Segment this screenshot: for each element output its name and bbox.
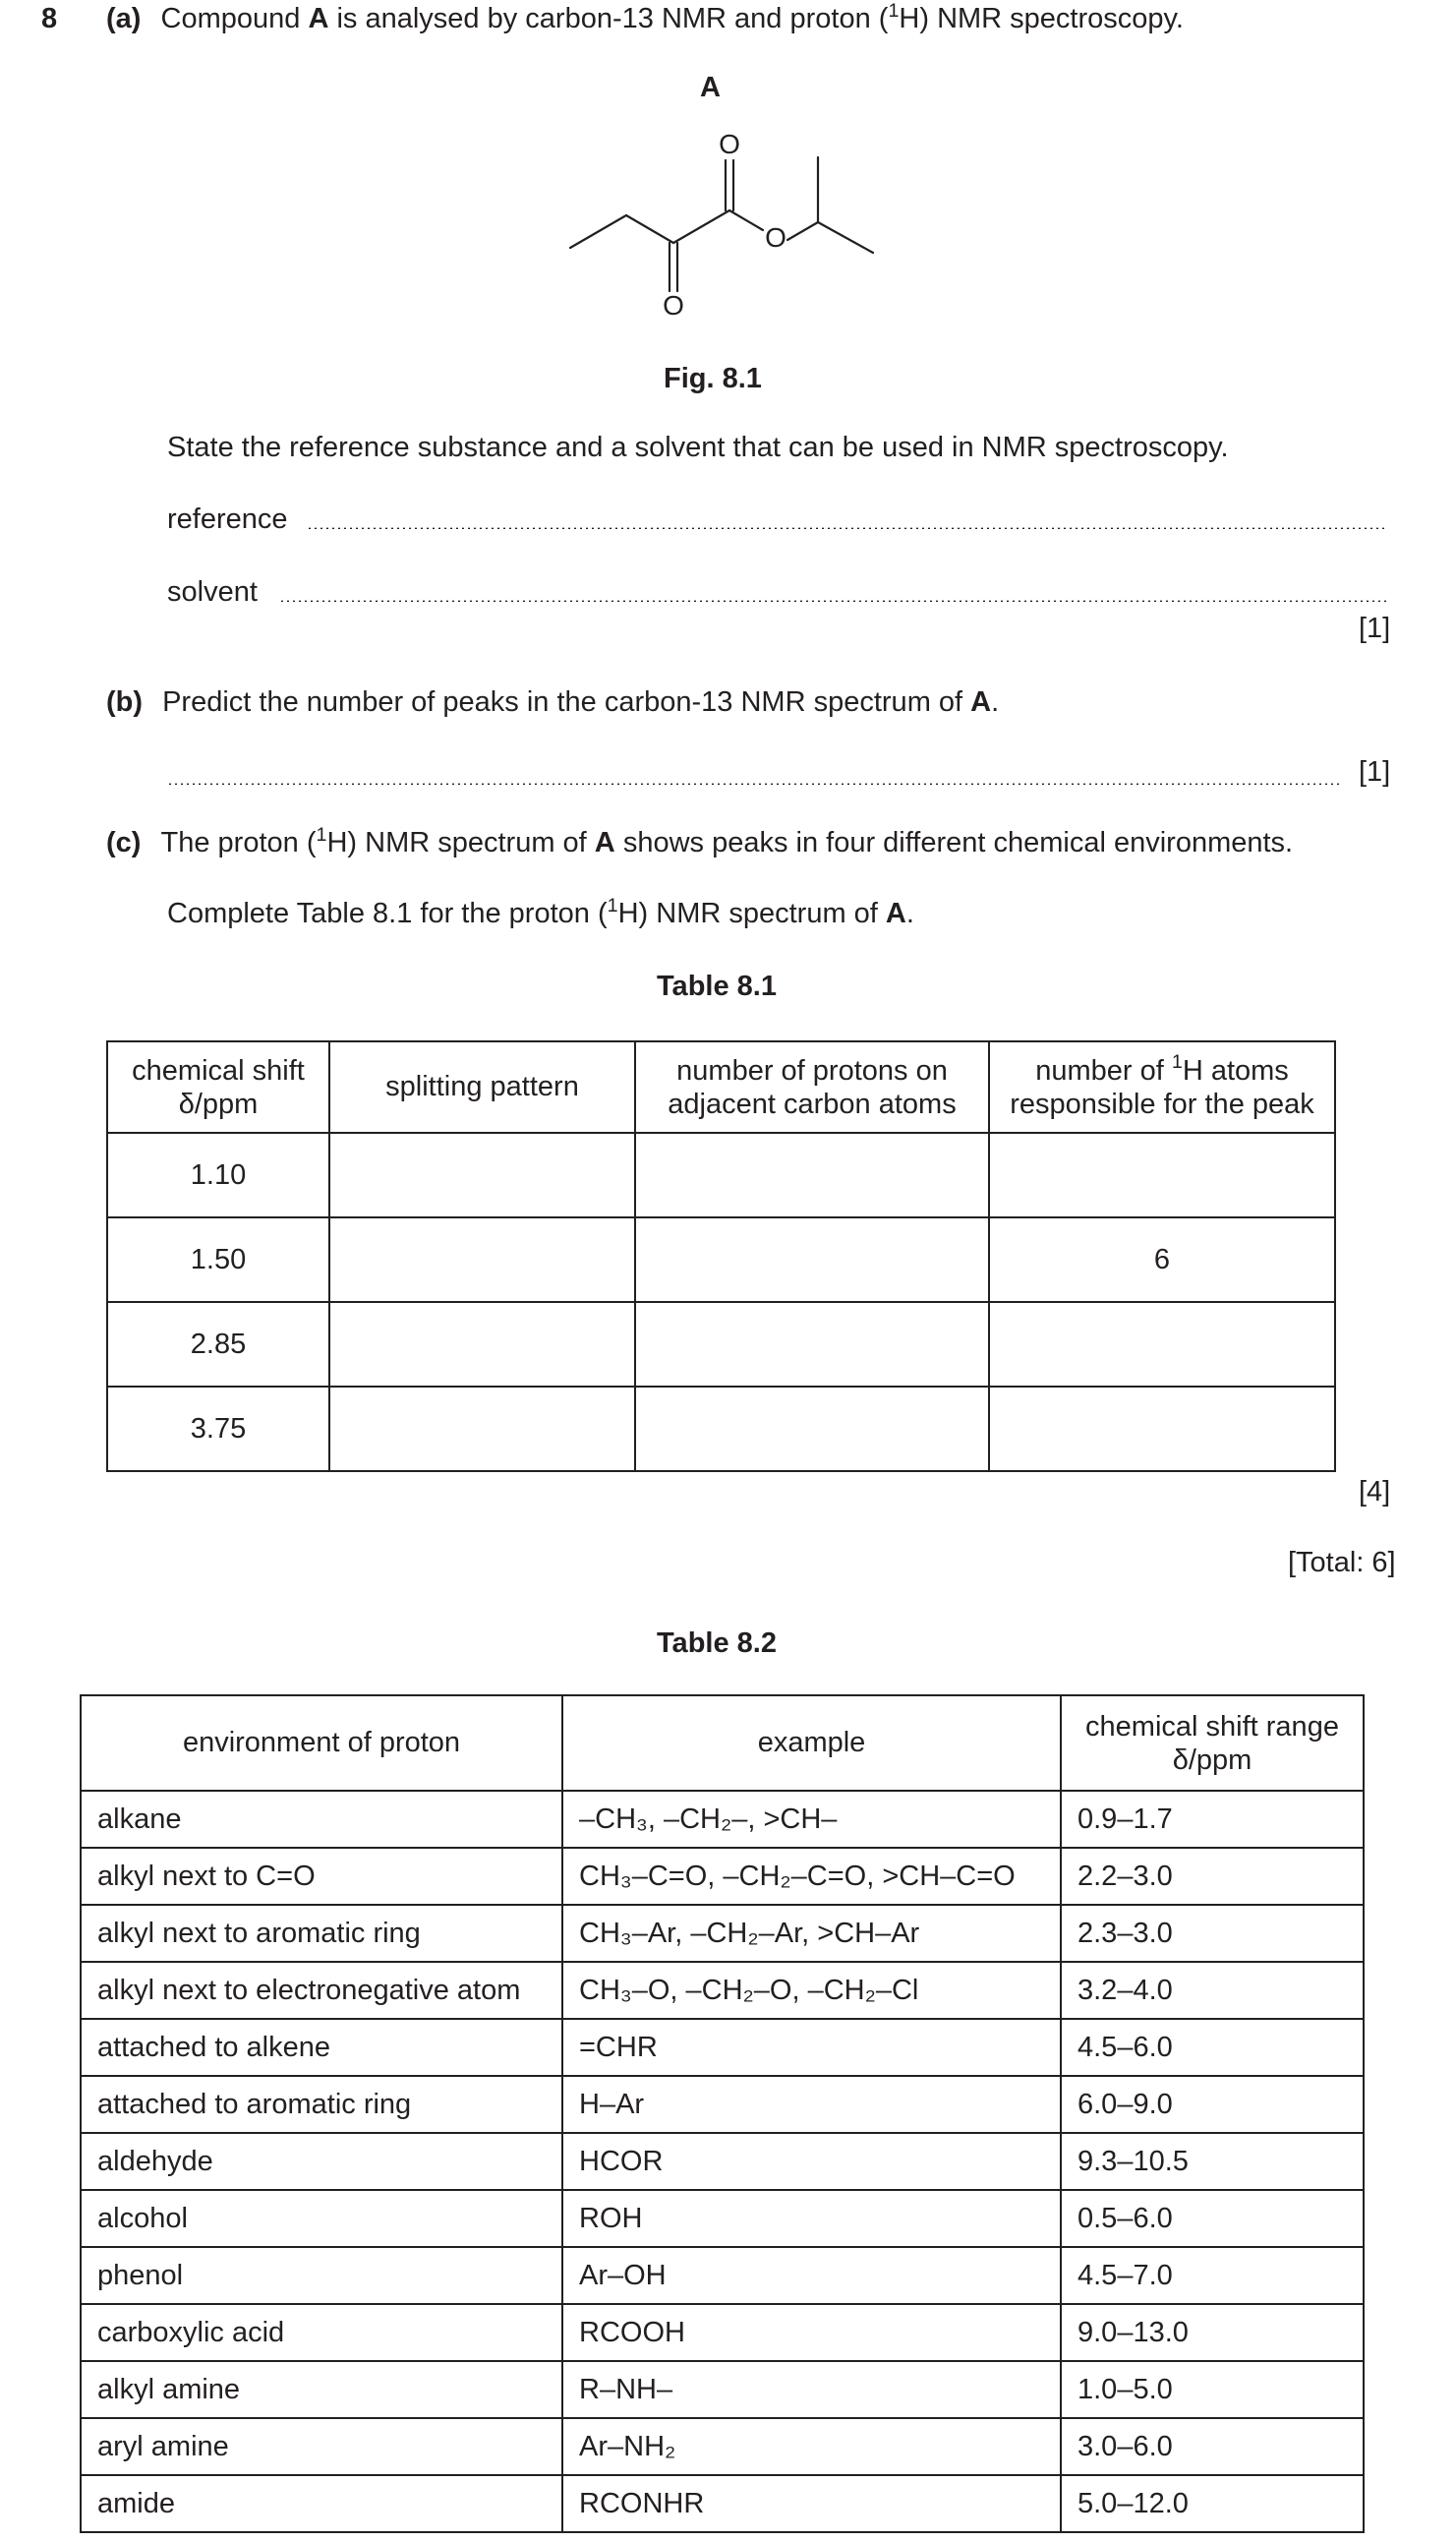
- table-row: [81, 2133, 1364, 2190]
- cell-shift-range: 2.3–3.0: [1061, 1905, 1364, 1962]
- question-number: 8: [41, 3, 58, 34]
- table-row: [81, 2418, 1364, 2475]
- cell-environment: alkyl next to aromatic ring: [81, 1905, 562, 1962]
- table-row: [81, 1905, 1364, 1962]
- header-shift-range: chemical shift range δ/ppm: [1061, 1695, 1364, 1791]
- cell-shift-range: 3.0–6.0: [1061, 2418, 1364, 2475]
- part-c-line2: Complete Table 8.1 for the proton ($^1$H) NMR spectrum of A.: [167, 894, 914, 929]
- cell-adjacent-answer[interactable]: [635, 1302, 989, 1387]
- table-row: [81, 2361, 1364, 2418]
- atom-O-ester: O: [765, 222, 786, 253]
- table-8-2-header-row: [81, 1695, 1364, 1791]
- table-8-2-body: [81, 1791, 1364, 2532]
- table-8-1-header-row: [107, 1041, 1335, 1133]
- cell-environment: aryl amine: [81, 2418, 562, 2475]
- table-row: [81, 1848, 1364, 1905]
- cell-environment: alkyl next to electronegative atom: [81, 1962, 562, 2019]
- table-row: [81, 2076, 1364, 2133]
- table-row: [81, 2190, 1364, 2247]
- cell-splitting-answer[interactable]: [329, 1217, 635, 1302]
- cell-example: ROH: [562, 2190, 1061, 2247]
- table-8-2-caption: Table 8.2: [657, 1627, 777, 1659]
- cell-example: =CHR: [562, 2019, 1061, 2076]
- table-row: [107, 1133, 1335, 1217]
- structure-diagram: [551, 128, 885, 325]
- solvent-answer-line[interactable]: [279, 600, 1388, 602]
- cell-shift-range: 6.0–9.0: [1061, 2076, 1364, 2133]
- header-environment: environment of proton: [81, 1695, 562, 1791]
- cell-shift-range: 4.5–6.0: [1061, 2019, 1364, 2076]
- part-b-label: (b): [106, 686, 144, 718]
- cell-example: –CH₃, –CH₂–, >CH–: [562, 1791, 1061, 1848]
- cell-example: R–NH–: [562, 2361, 1061, 2418]
- cell-shift-range: 9.3–10.5: [1061, 2133, 1364, 2190]
- solvent-label: solvent: [167, 576, 258, 608]
- cell-splitting-answer[interactable]: [329, 1387, 635, 1471]
- cell-environment: attached to aromatic ring: [81, 2076, 562, 2133]
- header-example: example: [562, 1695, 1061, 1791]
- header-chemical-shift: chemical shift δ/ppm: [107, 1041, 329, 1133]
- header-number-of-h-atoms: number of $^1$H atoms responsible for the peak: [989, 1041, 1335, 1133]
- table-row: [81, 2475, 1364, 2532]
- bond: [729, 210, 763, 230]
- cell-environment: carboxylic acid: [81, 2304, 562, 2361]
- cell-shift-range: 0.9–1.7: [1061, 1791, 1364, 1848]
- cell-environment: aldehyde: [81, 2133, 562, 2190]
- table-8-2: [80, 1694, 1365, 2533]
- part-a-label: (a): [106, 3, 142, 34]
- cell-atoms-answer[interactable]: [989, 1133, 1335, 1217]
- total-marks: [Total: 6]: [1288, 1547, 1396, 1578]
- cell-example: CH₃–C=O, –CH₂–C=O, >CH–C=O: [562, 1848, 1061, 1905]
- cell-adjacent-answer[interactable]: [635, 1217, 989, 1302]
- cell-example: Ar–NH₂: [562, 2418, 1061, 2475]
- cell-shift-range: 1.0–5.0: [1061, 2361, 1364, 2418]
- cell-shift: 1.10: [107, 1133, 329, 1217]
- cell-adjacent-answer[interactable]: [635, 1133, 989, 1217]
- cell-shift-range: 4.5–7.0: [1061, 2247, 1364, 2304]
- cell-adjacent-answer[interactable]: [635, 1387, 989, 1471]
- part-c-marks: [4]: [1359, 1476, 1391, 1507]
- atom-O-carbonyl-top: O: [719, 129, 740, 159]
- table-row: [107, 1302, 1335, 1387]
- table-row: [81, 1962, 1364, 2019]
- part-c-line1: (c) The proton ($^1$H) NMR spectrum of A shows peaks in four different chemical environments.: [106, 823, 1294, 858]
- cell-shift-range: 9.0–13.0: [1061, 2304, 1364, 2361]
- part-b-prompt: (b) Predict the number of peaks in the carbon-13 NMR spectrum of A.: [106, 686, 1000, 718]
- reference-label: reference: [167, 503, 288, 535]
- table-row: [81, 2247, 1364, 2304]
- cell-environment: alkyl next to C=O: [81, 1848, 562, 1905]
- table-row: [81, 2019, 1364, 2076]
- figure-caption: Fig. 8.1: [664, 363, 762, 394]
- cell-shift-range: 3.2–4.0: [1061, 1962, 1364, 2019]
- cell-example: Ar–OH: [562, 2247, 1061, 2304]
- cell-splitting-answer[interactable]: [329, 1133, 635, 1217]
- cell-example: H–Ar: [562, 2076, 1061, 2133]
- cell-environment: attached to alkene: [81, 2019, 562, 2076]
- cell-shift-range: 0.5–6.0: [1061, 2190, 1364, 2247]
- bond: [673, 210, 729, 243]
- bond: [787, 222, 818, 240]
- cell-example: CH₃–Ar, –CH₂–Ar, >CH–Ar: [562, 1905, 1061, 1962]
- header-adjacent-protons: number of protons on adjacent carbon atoms: [635, 1041, 989, 1133]
- table-row: [107, 1387, 1335, 1471]
- cell-environment: phenol: [81, 2247, 562, 2304]
- table-row: [81, 2304, 1364, 2361]
- bond: [570, 215, 626, 248]
- atom-O-carbonyl-bottom: O: [663, 290, 684, 321]
- bond: [818, 222, 873, 253]
- cell-shift-range: 2.2–3.0: [1061, 1848, 1364, 1905]
- header-splitting-pattern: splitting pattern: [329, 1041, 635, 1133]
- cell-shift: 1.50: [107, 1217, 329, 1302]
- part-a-prompt: State the reference substance and a solvent that can be used in NMR spectroscopy.: [167, 432, 1229, 463]
- table-row: [107, 1217, 1335, 1302]
- cell-environment: alkane: [81, 1791, 562, 1848]
- part-b-marks: [1]: [1359, 756, 1391, 788]
- cell-shift: 3.75: [107, 1387, 329, 1471]
- table-8-1: [106, 1040, 1336, 1472]
- cell-example: CH₃–O, –CH₂–O, –CH₂–Cl: [562, 1962, 1061, 2019]
- cell-environment: alcohol: [81, 2190, 562, 2247]
- cell-environment: alkyl amine: [81, 2361, 562, 2418]
- part-c-label: (c): [106, 827, 142, 858]
- part-b-answer-line[interactable]: [167, 783, 1342, 785]
- bond: [626, 215, 673, 243]
- cell-atoms-answer[interactable]: [989, 1387, 1335, 1471]
- cell-atoms-value: 6: [989, 1217, 1335, 1302]
- part-a-marks: [1]: [1359, 613, 1391, 644]
- cell-example: HCOR: [562, 2133, 1061, 2190]
- part-a-intro: (a) Compound A is analysed by carbon-13 NMR and proton ($^1$H) NMR spectroscopy.: [106, 0, 1184, 34]
- cell-example: RCOOH: [562, 2304, 1061, 2361]
- table-8-1-caption: Table 8.1: [657, 971, 777, 1002]
- cell-shift: 2.85: [107, 1302, 329, 1387]
- cell-environment: amide: [81, 2475, 562, 2532]
- cell-splitting-answer[interactable]: [329, 1302, 635, 1387]
- cell-shift-range: 5.0–12.0: [1061, 2475, 1364, 2532]
- structure-label: A: [700, 72, 721, 103]
- cell-atoms-answer[interactable]: [989, 1302, 1335, 1387]
- reference-answer-line[interactable]: [307, 527, 1388, 529]
- table-row: [81, 1791, 1364, 1848]
- cell-example: RCONHR: [562, 2475, 1061, 2532]
